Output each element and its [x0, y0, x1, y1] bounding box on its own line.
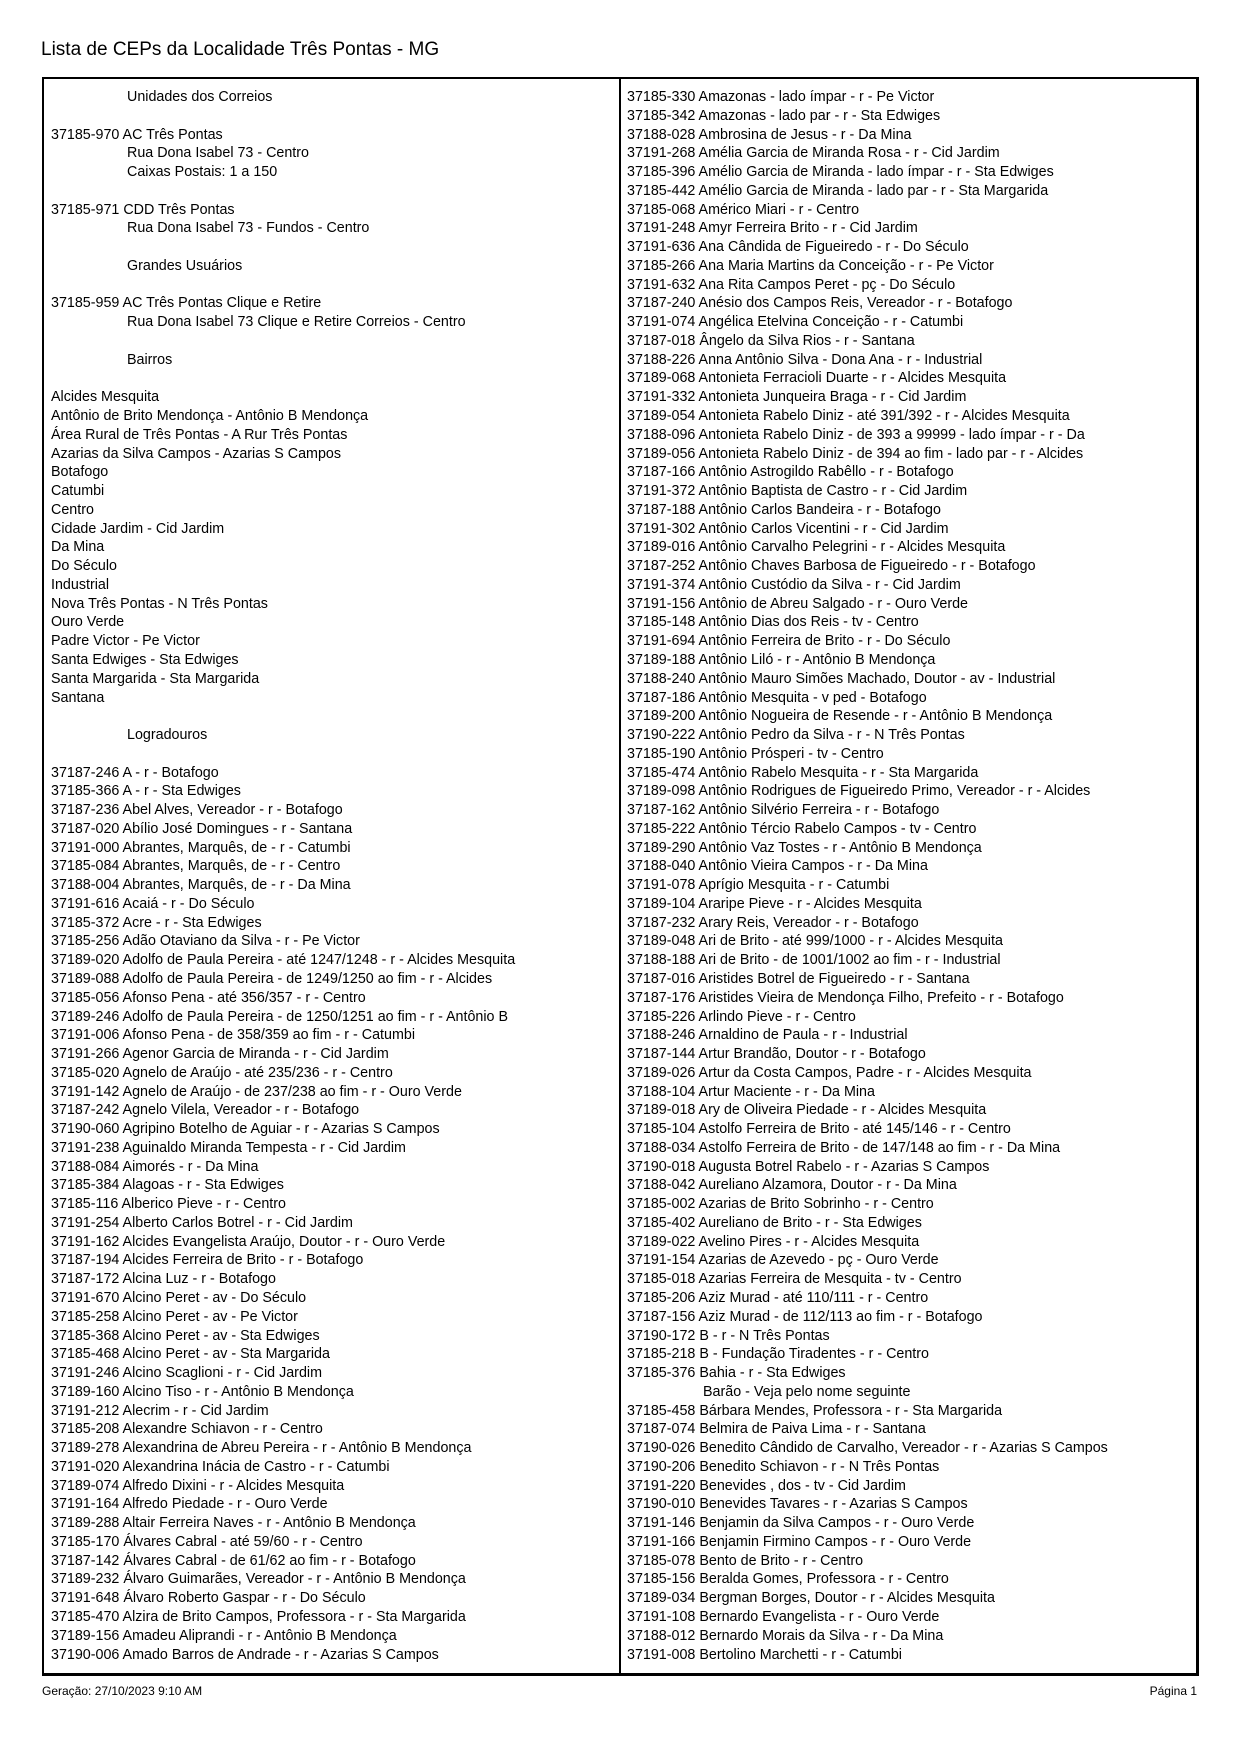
- list-item: 37187-162 Antônio Silvério Ferreira - r - Botafogo: [627, 802, 940, 819]
- list-item: 37185-258 Alcino Peret - av - Pe Victor: [51, 1308, 298, 1325]
- list-item: Alcides Mesquita: [51, 389, 160, 406]
- list-item: 37189-056 Antonieta Rabelo Diniz - de 394 ao fim - lado par - r - Alcides: [627, 445, 1084, 462]
- page-number: Página 1: [1149, 1684, 1197, 1698]
- list-item: 37190-060 Agripino Botelho de Aguiar - r - Azarias S Campos: [51, 1121, 440, 1138]
- list-item: 37189-088 Adolfo de Paula Pereira - de 1249/1250 ao fim - r - Alcides: [51, 970, 493, 987]
- list-item: 37191-074 Angélica Etelvina Conceição - r - Catumbi: [627, 314, 964, 331]
- list-item: 37189-020 Adolfo de Paula Pereira - até 1247/1248 - r - Alcides Mesquita: [51, 952, 516, 969]
- section-heading: Unidades dos Correios: [127, 89, 273, 105]
- blank-line: [51, 745, 616, 764]
- list-item: 37191-636 Ana Cândida de Figueiredo - r - Do Século: [627, 239, 969, 256]
- list-item: 37191-246 Alcino Scaglioni - r - Cid Jardim: [51, 1365, 322, 1382]
- list-item: 37190-006 Amado Barros de Andrade - r - Azarias S Campos: [51, 1646, 439, 1663]
- list-item: 37185-959 AC Três Pontas Clique e Retire: [51, 295, 322, 312]
- entry-detail: Rua Dona Isabel 73 Clique e Retire Correios - Centro: [127, 314, 466, 331]
- list-item: 37191-616 Acaiá - r - Do Século: [51, 895, 255, 912]
- list-item: 37185-002 Azarias de Brito Sobrinho - r - Centro: [627, 1196, 934, 1213]
- entry-detail: Rua Dona Isabel 73 - Fundos - Centro: [127, 220, 370, 237]
- cep-list-frame: [42, 77, 1199, 1676]
- list-item: 37189-188 Antônio Liló - r - Antônio B Mendonça: [627, 651, 936, 668]
- list-item: 37188-028 Ambrosina de Jesus - r - Da Mina: [627, 126, 912, 143]
- blank-line: [51, 332, 616, 351]
- list-item: 37185-020 Agnelo de Araújo - até 235/236 - r - Centro: [51, 1064, 393, 1081]
- list-item: 37191-000 Abrantes, Marquês, de - r - Catumbi: [51, 839, 351, 856]
- list-item: Antônio de Brito Mendonça - Antônio B Mendonça: [51, 408, 369, 425]
- list-item: 37185-342 Amazonas - lado par - r - Sta Edwiges: [627, 107, 941, 124]
- blank-line: [51, 238, 616, 257]
- entry-detail: Barão - Veja pelo nome seguinte: [703, 1383, 911, 1400]
- list-item: 37185-384 Alagoas - r - Sta Edwiges: [51, 1177, 284, 1194]
- list-item: 37191-142 Agnelo de Araújo - de 237/238 ao fim - r - Ouro Verde: [51, 1083, 462, 1100]
- list-item: 37191-162 Alcides Evangelista Araújo, Doutor - r - Ouro Verde: [51, 1233, 446, 1250]
- list-item: 37189-278 Alexandrina de Abreu Pereira - r - Antônio B Mendonça: [51, 1440, 472, 1457]
- list-item: Área Rural de Três Pontas - A Rur Três Pontas: [51, 426, 348, 443]
- list-item: 37189-098 Antônio Rodrigues de Figueiredo Primo, Vereador - r - Alcides: [627, 783, 1091, 800]
- list-item: 37185-104 Astolfo Ferreira de Brito - até 145/146 - r - Centro: [627, 1121, 1011, 1138]
- list-item: 37185-372 Acre - r - Sta Edwiges: [51, 914, 262, 931]
- list-item: 37191-248 Amyr Ferreira Brito - r - Cid Jardim: [627, 220, 918, 237]
- right-column: [627, 88, 1187, 1664]
- column-divider: [619, 79, 621, 1673]
- list-item: Da Mina: [51, 539, 105, 556]
- list-item: 37185-222 Antônio Tércio Rabelo Campos - tv - Centro: [627, 820, 977, 837]
- list-item: Centro: [51, 501, 94, 518]
- list-item: 37191-008 Bertolino Marchetti - r - Catumbi: [627, 1646, 902, 1663]
- list-item: 37189-018 Ary de Oliveira Piedade - r - Alcides Mesquita: [627, 1102, 987, 1119]
- list-item: 37188-226 Anna Antônio Silva - Dona Ana - r - Industrial: [627, 351, 983, 368]
- list-item: 37185-148 Antônio Dias dos Reis - tv - Centro: [627, 614, 919, 631]
- list-item: 37185-208 Alexandre Schiavon - r - Centro: [51, 1421, 323, 1438]
- list-item: 37191-632 Ana Rita Campos Peret - pç - Do Século: [627, 276, 956, 293]
- list-item: 37188-004 Abrantes, Marquês, de - r - Da Mina: [51, 877, 351, 894]
- list-item: 37188-012 Bernardo Morais da Silva - r - Da Mina: [627, 1627, 944, 1644]
- list-item: 37191-220 Benevides , dos - tv - Cid Jardim: [627, 1477, 906, 1494]
- list-item: 37187-188 Antônio Carlos Bandeira - r - Botafogo: [627, 501, 941, 518]
- list-item: 37188-246 Arnaldino de Paula - r - Industrial: [627, 1027, 908, 1044]
- list-item: 37185-474 Antônio Rabelo Mesquita - r - Sta Margarida: [627, 764, 979, 781]
- list-item: 37187-018 Ângelo da Silva Rios - r - Santana: [627, 332, 915, 349]
- list-item: 37185-078 Bento de Brito - r - Centro: [627, 1552, 864, 1569]
- list-item: 37191-166 Benjamin Firmino Campos - r - Ouro Verde: [627, 1533, 972, 1550]
- list-item: 37190-172 B - r - N Três Pontas: [627, 1327, 830, 1344]
- list-item: 37191-078 Aprígio Mesquita - r - Catumbi: [627, 877, 890, 894]
- list-item: 37185-971 CDD Três Pontas: [51, 201, 235, 218]
- list-item: 37187-074 Belmira de Paiva Lima - r - Santana: [627, 1421, 926, 1438]
- list-item: 37191-254 Alberto Carlos Botrel - r - Cid Jardim: [51, 1214, 353, 1231]
- list-item: Santa Edwiges - Sta Edwiges: [51, 651, 239, 668]
- list-item: 37189-034 Bergman Borges, Doutor - r - Alcides Mesquita: [627, 1590, 995, 1607]
- blank-line: [51, 369, 616, 388]
- entry-detail: Rua Dona Isabel 73 - Centro: [127, 145, 309, 162]
- list-item: Ouro Verde: [51, 614, 125, 631]
- list-item: 37185-206 Aziz Murad - até 110/111 - r - Centro: [627, 1290, 929, 1306]
- blank-line: [51, 182, 616, 201]
- list-item: Do Século: [51, 558, 117, 575]
- list-item: 37185-330 Amazonas - lado ímpar - r - Pe Victor: [627, 89, 935, 105]
- list-item: Cidade Jardim - Cid Jardim: [51, 520, 225, 537]
- section-heading: Grandes Usuários: [127, 257, 243, 274]
- list-item: 37191-648 Álvaro Roberto Gaspar - r - Do Século: [51, 1590, 366, 1607]
- list-item: 37189-048 Ari de Brito - até 999/1000 - r - Alcides Mesquita: [627, 933, 1003, 950]
- list-item: 37185-366 A - r - Sta Edwiges: [51, 783, 241, 800]
- list-item: 37191-006 Afonso Pena - de 358/359 ao fim - r - Catumbi: [51, 1027, 415, 1044]
- list-item: Nova Três Pontas - N Três Pontas: [51, 595, 268, 612]
- list-item: 37191-268 Amélia Garcia de Miranda Rosa - r - Cid Jardim: [627, 145, 1000, 162]
- list-item: 37185-402 Aureliano de Brito - r - Sta Edwiges: [627, 1214, 922, 1231]
- list-item: 37188-104 Artur Maciente - r - Da Mina: [627, 1083, 875, 1100]
- list-item: 37187-240 Anésio dos Campos Reis, Vereador - r - Botafogo: [627, 295, 1013, 312]
- entry-detail: Caixas Postais: 1 a 150: [127, 164, 278, 181]
- list-item: 37187-156 Aziz Murad - de 112/113 ao fim - r - Botafogo: [627, 1308, 983, 1325]
- list-item: 37185-226 Arlindo Pieve - r - Centro: [627, 1008, 856, 1025]
- list-item: 37191-332 Antonieta Junqueira Braga - r - Cid Jardim: [627, 389, 967, 406]
- list-item: 37185-190 Antônio Prósperi - tv - Centro: [627, 745, 884, 762]
- list-item: Botafogo: [51, 464, 109, 481]
- list-item: 37191-164 Alfredo Piedade - r - Ouro Verde: [51, 1496, 328, 1513]
- list-item: Catumbi: [51, 483, 105, 500]
- list-item: Santa Margarida - Sta Margarida: [51, 670, 260, 687]
- generation-timestamp: Geração: 27/10/2023 9:10 AM: [42, 1684, 203, 1698]
- list-item: 37187-252 Antônio Chaves Barbosa de Figueiredo - r - Botafogo: [627, 558, 1036, 575]
- list-item: 37187-232 Arary Reis, Vereador - r - Botafogo: [627, 914, 919, 931]
- list-item: 37189-022 Avelino Pires - r - Alcides Mesquita: [627, 1233, 920, 1250]
- list-item: 37187-176 Aristides Vieira de Mendonça Filho, Prefeito - r - Botafogo: [627, 989, 1064, 1006]
- list-item: 37191-156 Antônio de Abreu Salgado - r - Ouro Verde: [627, 595, 968, 612]
- list-item: 37189-200 Antônio Nogueira de Resende - r - Antônio B Mendonça: [627, 708, 1053, 725]
- section-heading: Logradouros: [127, 727, 208, 744]
- list-item: 37185-376 Bahia - r - Sta Edwiges: [627, 1365, 846, 1382]
- list-item: 37188-240 Antônio Mauro Simões Machado, Doutor - av - Industrial: [627, 670, 1056, 687]
- list-item: 37185-170 Álvares Cabral - até 59/60 - r - Centro: [51, 1533, 363, 1550]
- list-item: 37187-144 Artur Brandão, Doutor - r - Botafogo: [627, 1046, 926, 1063]
- list-item: 37185-018 Azarias Ferreira de Mesquita - tv - Centro: [627, 1271, 962, 1288]
- list-item: 37189-074 Alfredo Dixini - r - Alcides Mesquita: [51, 1477, 345, 1494]
- list-item: 37189-068 Antonieta Ferracioli Duarte - r - Alcides Mesquita: [627, 370, 1007, 387]
- list-item: 37188-040 Antônio Vieira Campos - r - Da Mina: [627, 858, 928, 875]
- list-item: 37188-188 Ari de Brito - de 1001/1002 ao fim - r - Industrial: [627, 952, 1001, 969]
- list-item: 37185-266 Ana Maria Martins da Conceição - r - Pe Victor: [627, 257, 994, 274]
- list-item: 37185-442 Amélio Garcia de Miranda - lado par - r - Sta Margarida: [627, 182, 1049, 199]
- list-item: 37189-288 Altair Ferreira Naves - r - Antônio B Mendonça: [51, 1515, 416, 1532]
- list-item: 37191-372 Antônio Baptista de Castro - r - Cid Jardim: [627, 483, 968, 500]
- list-item: 37185-116 Alberico Pieve - r - Centro: [51, 1196, 286, 1213]
- list-item: 37188-034 Astolfo Ferreira de Brito - de 147/148 ao fim - r - Da Mina: [627, 1139, 1061, 1156]
- list-item: 37189-104 Araripe Pieve - r - Alcides Mesquita: [627, 895, 922, 912]
- list-item: 37190-222 Antônio Pedro da Silva - r - N Três Pontas: [627, 727, 965, 744]
- list-item: 37188-084 Aimorés - r - Da Mina: [51, 1158, 259, 1175]
- list-item: 37191-670 Alcino Peret - av - Do Século: [51, 1290, 307, 1306]
- list-item: 37189-054 Antonieta Rabelo Diniz - até 391/392 - r - Alcides Mesquita: [627, 408, 1070, 425]
- list-item: 37185-458 Bárbara Mendes, Professora - r - Sta Margarida: [627, 1402, 1003, 1419]
- list-item: 37185-068 Américo Miari - r - Centro: [627, 201, 860, 218]
- blank-line: [51, 107, 616, 126]
- list-item: 37187-142 Álvares Cabral - de 61/62 ao fim - r - Botafogo: [51, 1552, 416, 1569]
- list-item: 37185-156 Beralda Gomes, Professora - r - Centro: [627, 1571, 949, 1588]
- list-item: 37187-172 Alcina Luz - r - Botafogo: [51, 1271, 276, 1288]
- list-item: 37187-242 Agnelo Vilela, Vereador - r - Botafogo: [51, 1102, 360, 1119]
- list-item: 37191-154 Azarias de Azevedo - pç - Ouro Verde: [627, 1252, 939, 1269]
- list-item: 37189-232 Álvaro Guimarães, Vereador - r - Antônio B Mendonça: [51, 1571, 466, 1588]
- list-item: 37189-246 Adolfo de Paula Pereira - de 1250/1251 ao fim - r - Antônio B: [51, 1008, 509, 1025]
- list-item: 37185-970 AC Três Pontas: [51, 126, 223, 143]
- list-item: 37185-468 Alcino Peret - av - Sta Margarida: [51, 1346, 330, 1363]
- list-item: 37190-206 Benedito Schiavon - r - N Três Pontas: [627, 1458, 940, 1475]
- list-item: 37190-010 Benevides Tavares - r - Azarias S Campos: [627, 1496, 968, 1513]
- list-item: 37190-026 Benedito Cândido de Carvalho, Vereador - r - Azarias S Campos: [627, 1440, 1108, 1457]
- left-column: [51, 88, 616, 1664]
- page-title: Lista de CEPs da Localidade Três Pontas - MG: [41, 39, 440, 60]
- list-item: 37191-238 Aguinaldo Miranda Tempesta - r - Cid Jardim: [51, 1139, 406, 1156]
- list-item: 37188-042 Aureliano Alzamora, Doutor - r - Da Mina: [627, 1177, 957, 1194]
- list-item: 37185-056 Afonso Pena - até 356/357 - r - Centro: [51, 989, 366, 1006]
- blank-line: [51, 707, 616, 726]
- list-item: 37185-470 Alzira de Brito Campos, Professora - r - Sta Margarida: [51, 1609, 466, 1626]
- list-item: 37189-016 Antônio Carvalho Pelegrini - r - Alcides Mesquita: [627, 539, 1006, 556]
- list-item: 37191-302 Antônio Carlos Vicentini - r - Cid Jardim: [627, 520, 949, 537]
- list-item: Santana: [51, 689, 105, 706]
- list-item: 37190-018 Augusta Botrel Rabelo - r - Azarias S Campos: [627, 1158, 990, 1175]
- list-item: 37191-694 Antônio Ferreira de Brito - r - Do Século: [627, 633, 951, 650]
- list-item: 37187-246 A - r - Botafogo: [51, 764, 219, 781]
- list-item: Azarias da Silva Campos - Azarias S Campos: [51, 445, 342, 462]
- section-heading: Bairros: [127, 351, 173, 368]
- list-item: 37191-212 Alecrim - r - Cid Jardim: [51, 1402, 269, 1419]
- list-item: 37191-146 Benjamin da Silva Campos - r - Ouro Verde: [627, 1515, 975, 1532]
- list-item: Padre Victor - Pe Victor: [51, 633, 200, 650]
- list-item: 37191-108 Bernardo Evangelista - r - Ouro Verde: [627, 1609, 940, 1626]
- list-item: 37188-096 Antonieta Rabelo Diniz - de 393 a 99999 - lado ímpar - r - Da: [627, 426, 1085, 443]
- list-item: 37187-236 Abel Alves, Vereador - r - Botafogo: [51, 802, 343, 819]
- list-item: 37187-166 Antônio Astrogildo Rabêllo - r - Botafogo: [627, 464, 954, 481]
- list-item: 37189-160 Alcino Tiso - r - Antônio B Mendonça: [51, 1383, 354, 1400]
- list-item: 37187-020 Abílio José Domingues - r - Santana: [51, 820, 353, 837]
- list-item: 37191-266 Agenor Garcia de Miranda - r - Cid Jardim: [51, 1046, 389, 1063]
- list-item: 37189-026 Artur da Costa Campos, Padre - r - Alcides Mesquita: [627, 1064, 1032, 1081]
- list-item: 37185-256 Adão Otaviano da Silva - r - Pe Victor: [51, 933, 360, 950]
- list-item: 37185-368 Alcino Peret - av - Sta Edwiges: [51, 1327, 320, 1344]
- list-item: 37187-194 Alcides Ferreira de Brito - r - Botafogo: [51, 1252, 364, 1269]
- list-item: 37187-186 Antônio Mesquita - v ped - Botafogo: [627, 689, 927, 706]
- list-item: 37189-290 Antônio Vaz Tostes - r - Antônio B Mendonça: [627, 839, 982, 856]
- list-item: 37191-020 Alexandrina Inácia de Castro - r - Catumbi: [51, 1458, 390, 1475]
- list-item: 37189-156 Amadeu Aliprandi - r - Antônio B Mendonça: [51, 1627, 397, 1644]
- blank-line: [51, 276, 616, 295]
- list-item: 37185-218 B - Fundação Tiradentes - r - Centro: [627, 1346, 929, 1363]
- list-item: 37191-374 Antônio Custódio da Silva - r - Cid Jardim: [627, 576, 961, 593]
- list-item: 37185-396 Amélio Garcia de Miranda - lado ímpar - r - Sta Edwiges: [627, 164, 1054, 181]
- list-item: Industrial: [51, 576, 110, 593]
- list-item: 37185-084 Abrantes, Marquês, de - r - Centro: [51, 858, 341, 875]
- list-item: 37187-016 Aristides Botrel de Figueiredo - r - Santana: [627, 970, 970, 987]
